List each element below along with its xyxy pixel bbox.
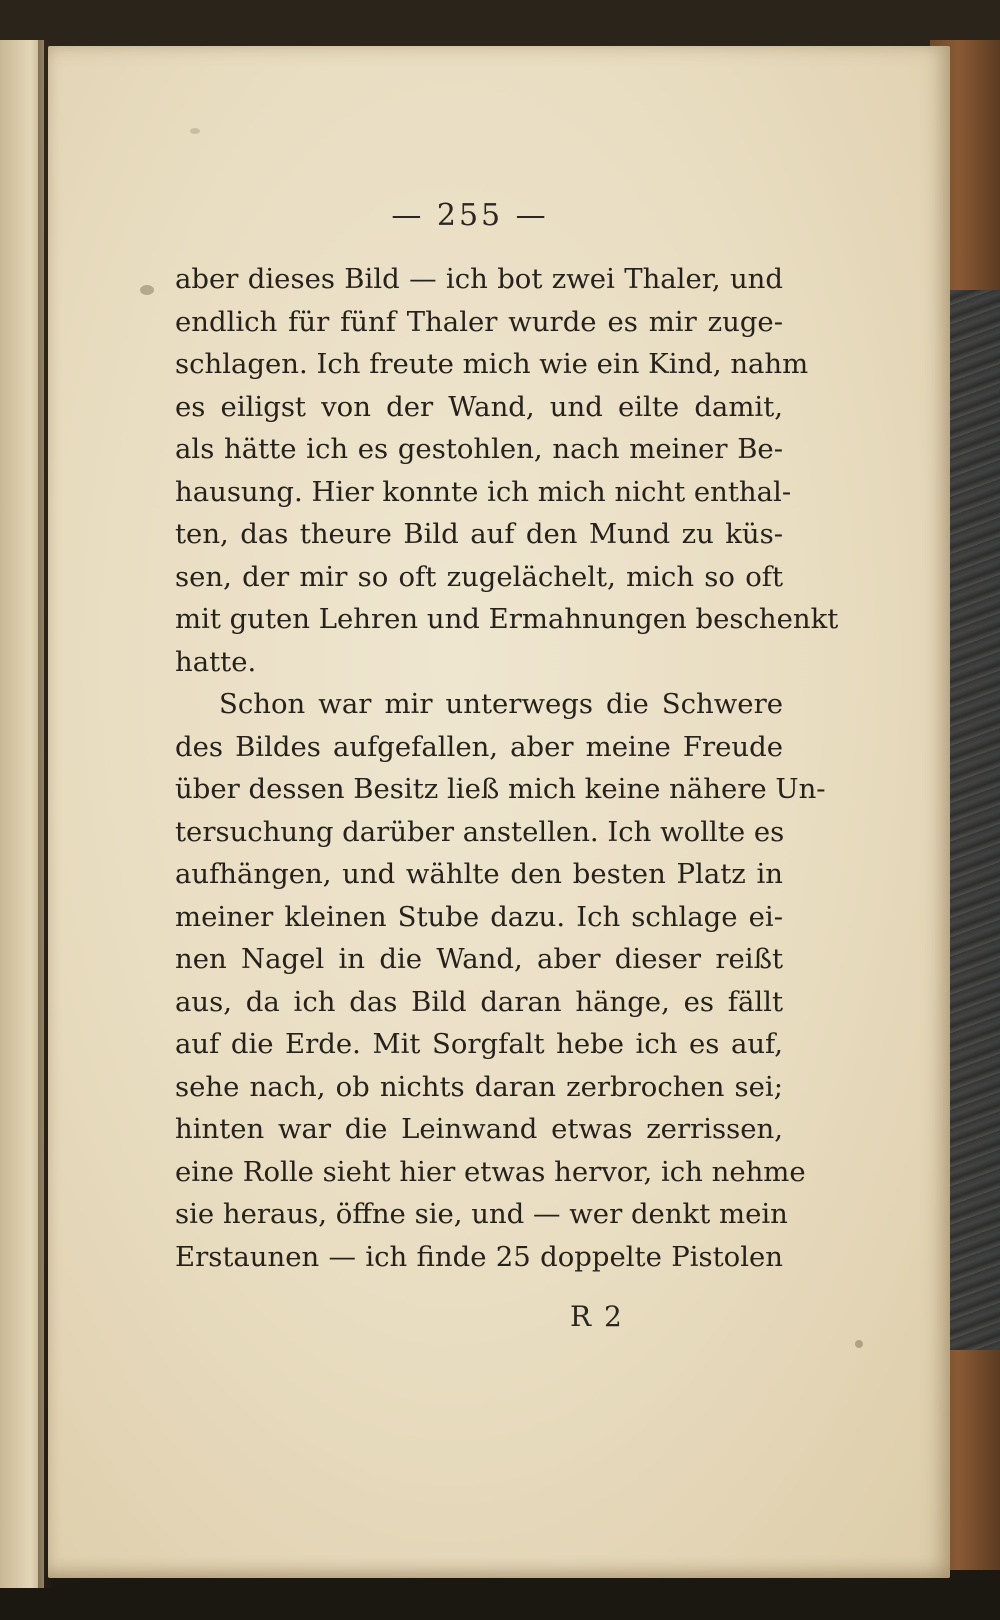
text-line: auf die Erde. Mit Sorgfalt hebe ich es auf, bbox=[175, 1028, 783, 1060]
text-line: sie heraus, öffne sie, und — wer denkt mein bbox=[175, 1198, 788, 1230]
signature-mark: R 2 bbox=[570, 1300, 624, 1333]
text-line: über dessen Besitz ließ mich keine nähere Un- bbox=[175, 773, 826, 805]
text-line: endlich für fünf Thaler wurde es mir zuge- bbox=[175, 305, 783, 338]
ink-stain bbox=[140, 285, 154, 295]
text-line: eine Rolle sieht hier etwas hervor, ich nehme bbox=[175, 1155, 806, 1188]
text-line: tersuchung darüber anstellen. Ich wollte es bbox=[175, 815, 785, 848]
text-line: aufhängen, und wählte den besten Platz in bbox=[175, 858, 783, 890]
text-line: mit guten Lehren und Ermahnungen beschenkt bbox=[175, 603, 839, 635]
text-line: Erstaunen — ich finde 25 doppelte Pistolen bbox=[175, 1240, 783, 1273]
text-line: des Bildes aufgefallen, aber meine Freude bbox=[175, 730, 783, 763]
text-line: es eiligst von der Wand, und eilte damit, bbox=[175, 390, 783, 423]
paper-spot bbox=[855, 1340, 863, 1348]
text-line: hinten war die Leinwand etwas zerrissen, bbox=[175, 1113, 783, 1145]
text-line: meiner kleinen Stube dazu. Ich schlage ei- bbox=[175, 900, 783, 933]
text-line: sen, der mir so oft zugelächelt, mich so oft bbox=[175, 560, 783, 593]
text-line: hatte. bbox=[175, 645, 257, 678]
text-line: hausung. Hier konnte ich mich nicht enthal- bbox=[175, 475, 792, 508]
text-line: aber dieses Bild — ich bot zwei Thaler, und bbox=[175, 263, 783, 295]
paper-spot bbox=[190, 128, 200, 134]
text-line: aus, da ich das Bild daran hänge, es fällt bbox=[175, 985, 783, 1018]
text-line: ten, das theure Bild auf den Mund zu küs- bbox=[175, 518, 783, 550]
text-line: sehe nach, ob nichts daran zerbrochen sei; bbox=[175, 1070, 783, 1103]
body-text bbox=[175, 258, 839, 1278]
text-line: schlagen. Ich freute mich wie ein Kind, nahm bbox=[175, 348, 809, 380]
paragraph-start-line: Schon war mir unterwegs die Schwere bbox=[219, 688, 783, 720]
text-line: als hätte ich es gestohlen, nach meiner Be- bbox=[175, 433, 783, 465]
text-line: nen Nagel in die Wand, aber dieser reißt bbox=[175, 943, 783, 975]
page-number: — 255 — bbox=[391, 198, 549, 233]
